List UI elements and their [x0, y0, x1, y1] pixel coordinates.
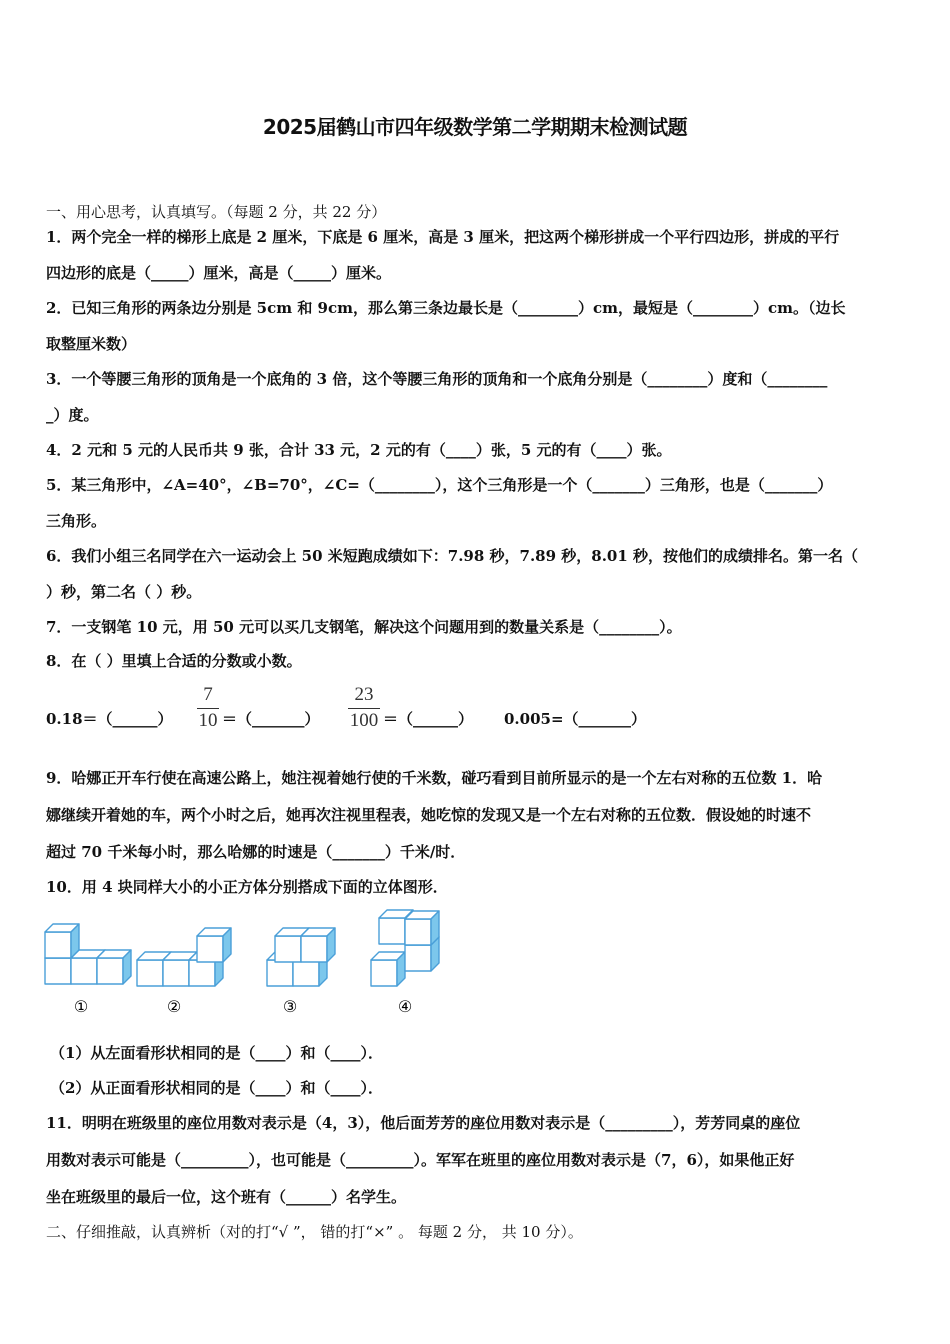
question-6-line-2: ）秒，第二名（ ）秒。	[46, 583, 202, 601]
cube-figures	[40, 900, 460, 1025]
q8-fraction-2-numerator: 23	[354, 684, 374, 705]
cube-front-face	[293, 960, 319, 986]
cube-shapes	[45, 910, 439, 986]
cube-front-face	[371, 960, 397, 986]
question-2-line-2: 取整厘米数）	[46, 335, 137, 353]
q8-fraction-1-denominator: 10	[198, 710, 218, 731]
cube-front-face	[379, 918, 405, 944]
cube-front-face	[163, 960, 189, 986]
fraction-bar	[348, 708, 380, 709]
figure-label-1: ①	[73, 997, 89, 1016]
question-10-sub-1: （1）从左面看形状相同的是（____）和（____）．	[50, 1044, 383, 1062]
cube-front-face	[45, 932, 71, 958]
q8-equation-1: 0.18＝（______）	[46, 710, 173, 728]
question-9-line-1: 9．哈娜正开车行使在高速公路上，她注视着她行使的千米数，碰巧看到目前所显示的是一个左右对称的五位数 1．哈	[46, 769, 823, 787]
cube-front-face	[189, 960, 215, 986]
question-10-line-1: 10．用 4 块同样大小的小正方体分别搭成下面的立体图形．	[46, 878, 448, 896]
question-2-line-1: 2．已知三角形的两条边分别是 5cm 和 9cm，那么第三条边最长是（________）cm，最短是（________）cm。（边长	[46, 299, 846, 317]
cube-front-face	[405, 945, 431, 971]
question-4-line-1: 4．2 元和 5 元的人民币共 9 张，合计 33 元，2 元的有（____）张，5 元的有（____）张。	[46, 441, 672, 459]
q8-fraction-2	[348, 684, 380, 732]
question-3-line-1: 3．一个等腰三角形的顶角是一个底角的 3 倍，这个等腰三角形的顶角和一个底角分别是（________）度和（________	[46, 370, 828, 388]
question-10-sub-2: （2）从正面看形状相同的是（____）和（____）．	[50, 1079, 383, 1097]
section-1-heading: 一、用心思考，认真填写。（每题 2 分，共 22 分）	[46, 203, 387, 221]
cube-front-face	[301, 936, 327, 962]
question-7-line-1: 7．一支钢笔 10 元，用 50 元可以买几支钢笔，解决这个问题用到的数量关系是（________）。	[46, 618, 682, 636]
q8-fraction-2-denominator: 100	[349, 710, 379, 731]
question-5-line-1: 5．某三角形中，∠A=40°，∠B=70°，∠C=（________），这个三角形是一个（_______）三角形，也是（_______）	[46, 476, 833, 494]
cube-front-face	[97, 958, 123, 984]
page-title: 2025届鹤山市四年级数学第二学期期末检测试题	[262, 115, 688, 139]
cube-front-face	[275, 936, 301, 962]
cube-front-face	[45, 958, 71, 984]
question-11-line-3: 坐在班级里的最后一位，这个班有（______）名学生。	[46, 1188, 407, 1206]
figure-label-4: ④	[397, 997, 413, 1016]
q8-equation-4: 0.005=（_______）	[504, 710, 647, 728]
section-2-heading: 二、仔细推敲，认真辨析（对的打“√ ”， 错的打“×” 。 每题 2 分， 共 10 分）。	[46, 1223, 583, 1241]
question-1-line-1: 1．两个完全一样的梯形上底是 2 厘米，下底是 6 厘米，高是 3 厘米，把这两个梯形拼成一个平行四边形，拼成的平行	[46, 228, 840, 246]
cube-front-face	[405, 919, 431, 945]
question-8-line-1: 8．在（ ）里填上合适的分数或小数。	[46, 652, 302, 670]
figure-label-2: ②	[166, 997, 182, 1016]
question-5-line-2: 三角形。	[46, 512, 107, 530]
cube-front-face	[267, 960, 293, 986]
question-3-line-2: _）度。	[46, 406, 99, 424]
q8-fraction-1	[197, 684, 219, 732]
figure-label-3: ③	[282, 997, 298, 1016]
q8-fraction-1-numerator: 7	[203, 684, 213, 705]
question-11-line-1: 11．明明在班级里的座位用数对表示是（4，3），他后面芳芳的座位用数对表示是（_________），芳芳同桌的座位	[46, 1114, 801, 1132]
question-11-line-2: 用数对表示可能是（_________），也可能是（_________）。军军在班里的座位用数对表示是（7，6），如果他正好	[46, 1151, 795, 1169]
cube-front-face	[137, 960, 163, 986]
question-9-line-3: 超过 70 千米每小时，那么哈娜的时速是（_______）千米/时．	[46, 843, 466, 861]
question-1-line-2: 四边形的底是（_____）厘米，高是（_____）厘米。	[46, 264, 392, 282]
cube-front-face	[71, 958, 97, 984]
question-9-line-2: 娜继续开着她的车，两个小时之后，她再次注视里程表，她吃惊的发现又是一个左右对称的五位数．假设她的时速不	[46, 806, 812, 824]
question-6-line-1: 6．我们小组三名同学在六一运动会上 50 米短跑成绩如下：7.98 秒，7.89 秒，8.01 秒，按他们的成绩排名。第一名（	[46, 547, 859, 565]
cube-front-face	[197, 936, 223, 962]
q8-equation-3: ＝（______）	[383, 710, 474, 728]
q8-equation-2: ＝（_______）	[222, 710, 320, 728]
fraction-bar	[197, 708, 219, 709]
